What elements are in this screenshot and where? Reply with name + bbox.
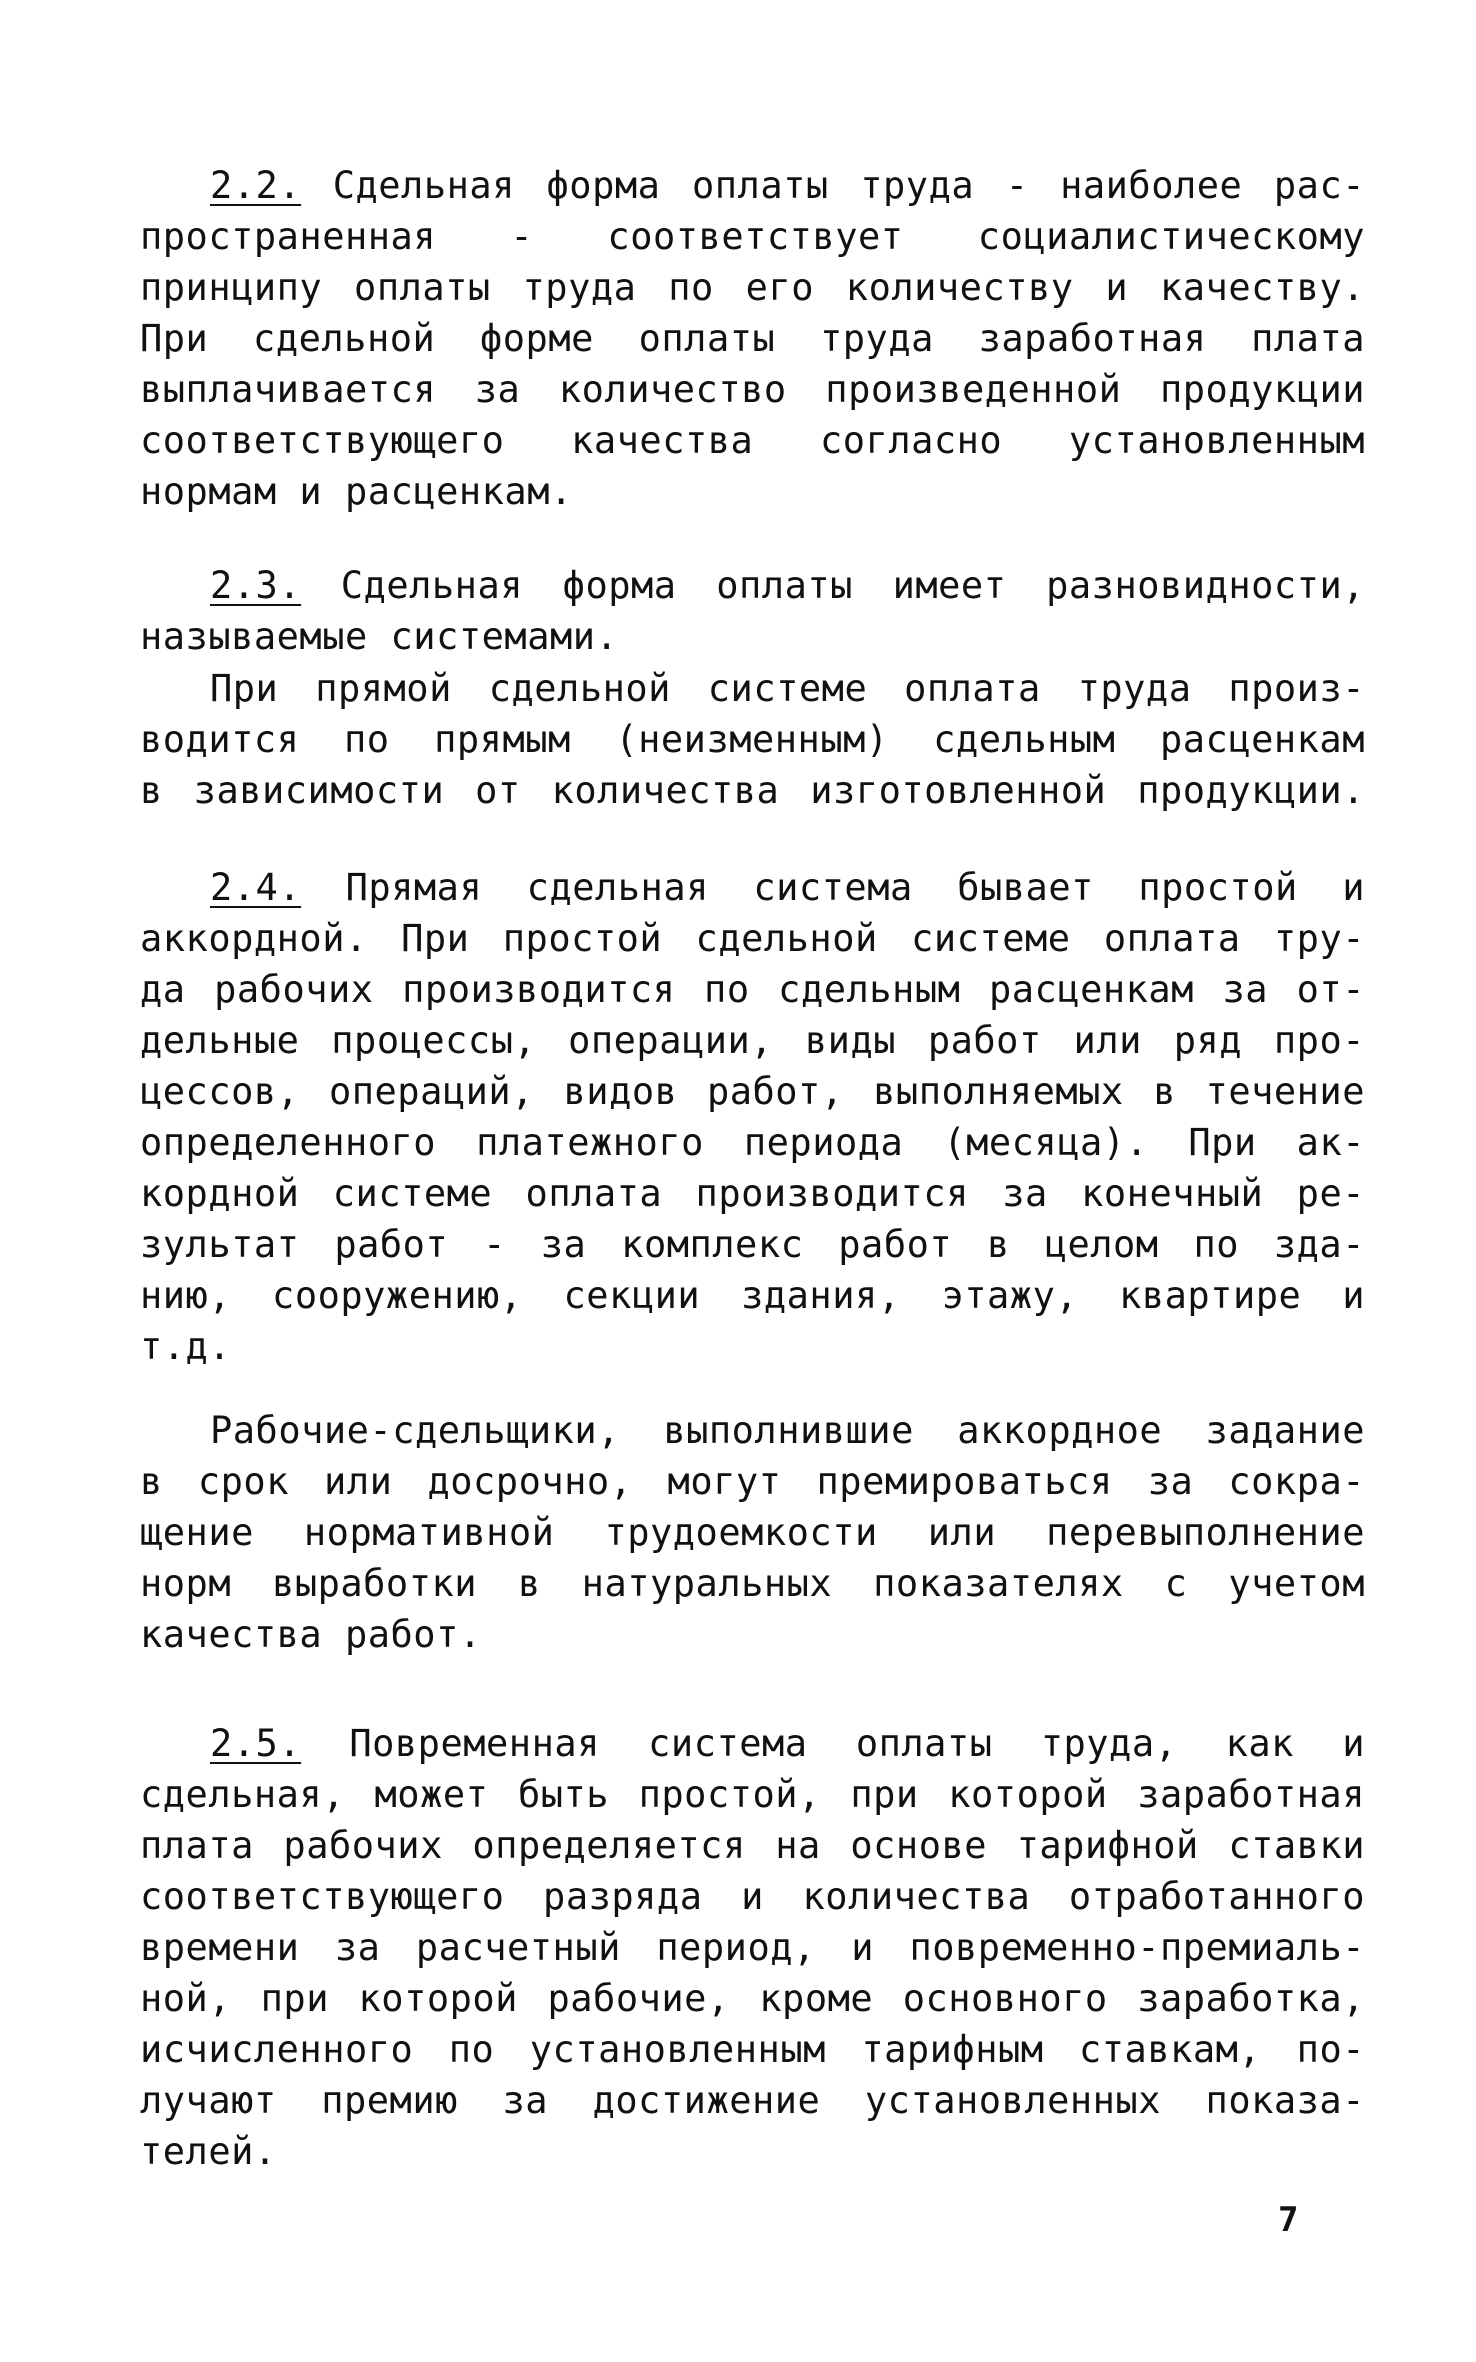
text-line: дельные процессы, операции, виды работ или ряд про-: [140, 1019, 1365, 1062]
text-line: 2.4. Прямая сдельная система бывает простой и: [210, 866, 1365, 909]
text-line: 2.3. Сдельная форма оплаты имеет разновидности,: [210, 564, 1365, 607]
text-line: пространенная - соответствует социалистическому: [140, 215, 1365, 258]
text-line: При прямой сдельной системе оплата труда произ-: [210, 667, 1365, 710]
text-line: определенного платежного периода (месяца). При ак-: [140, 1121, 1365, 1164]
section-number: 2.5.: [210, 1722, 302, 1765]
section-number: 2.3.: [210, 564, 302, 607]
text-line: 2.2. Сдельная форма оплаты труда - наиболее рас-: [210, 164, 1365, 207]
text-line: принципу оплаты труда по его количеству и качеству.: [140, 266, 1365, 309]
section-number: 2.2.: [210, 164, 302, 207]
text-line: ной, при которой рабочие, кроме основного заработка,: [140, 1977, 1365, 2020]
section-number: 2.4.: [210, 866, 302, 909]
text-line: телей.: [140, 2130, 277, 2173]
text-line: кордной системе оплата производится за конечный ре-: [140, 1172, 1365, 1215]
text-line: исчисленного по установленным тарифным ставкам, по-: [140, 2028, 1365, 2071]
text-line: в срок или досрочно, могут премироваться за сокра-: [140, 1460, 1365, 1503]
text-line: Рабочие-сдельщики, выполнившие аккордное задание: [210, 1409, 1365, 1452]
text-line: выплачивается за количество произведенной продукции: [140, 368, 1365, 411]
text-line: зультат работ - за комплекс работ в целом по зда-: [140, 1223, 1365, 1266]
text-line: качества работ.: [140, 1613, 482, 1656]
text-line: т.д.: [140, 1325, 232, 1368]
section-2-3: [140, 560, 1365, 662]
section-2-2: [140, 160, 1365, 517]
text-line: нию, сооружению, секции здания, этажу, квартире и: [140, 1274, 1365, 1317]
text-line: норм выработки в натуральных показателях с учетом: [140, 1562, 1365, 1605]
text-line: 2.5. Повременная система оплаты труда, как и: [210, 1722, 1365, 1765]
section-2-4-paragraph-2: [140, 1405, 1365, 1660]
text-line: аккордной. При простой сдельной системе оплата тру-: [140, 917, 1365, 960]
text-line: щение нормативной трудоемкости или перевыполнение: [140, 1511, 1365, 1554]
section-2-5: [140, 1718, 1365, 2177]
text-line: времени за расчетный период, и повременно-премиаль-: [140, 1926, 1365, 1969]
page-number: 7: [1278, 2200, 1299, 2240]
text-line: нормам и расценкам.: [140, 470, 573, 513]
text-line: называемые системами.: [140, 615, 619, 658]
text-line: в зависимости от количества изготовленной продукции.: [140, 769, 1365, 812]
text-line: цессов, операций, видов работ, выполняемых в течение: [140, 1070, 1365, 1113]
section-2-4: [140, 862, 1365, 1372]
section-2-3-paragraph-2: [140, 663, 1365, 816]
text-line: При сдельной форме оплаты труда заработная плата: [140, 317, 1365, 360]
text-line: водится по прямым (неизменным) сдельным расценкам: [140, 718, 1365, 761]
text-line: сдельная, может быть простой, при которой заработная: [140, 1773, 1365, 1816]
text-line: соответствующего разряда и количества отработанного: [140, 1875, 1365, 1918]
text-line: да рабочих производится по сдельным расценкам за от-: [140, 968, 1365, 1011]
text-line: соответствующего качества согласно установленным: [140, 419, 1365, 462]
text-line: лучают премию за достижение установленных показа-: [140, 2079, 1365, 2122]
text-line: плата рабочих определяется на основе тарифной ставки: [140, 1824, 1365, 1867]
